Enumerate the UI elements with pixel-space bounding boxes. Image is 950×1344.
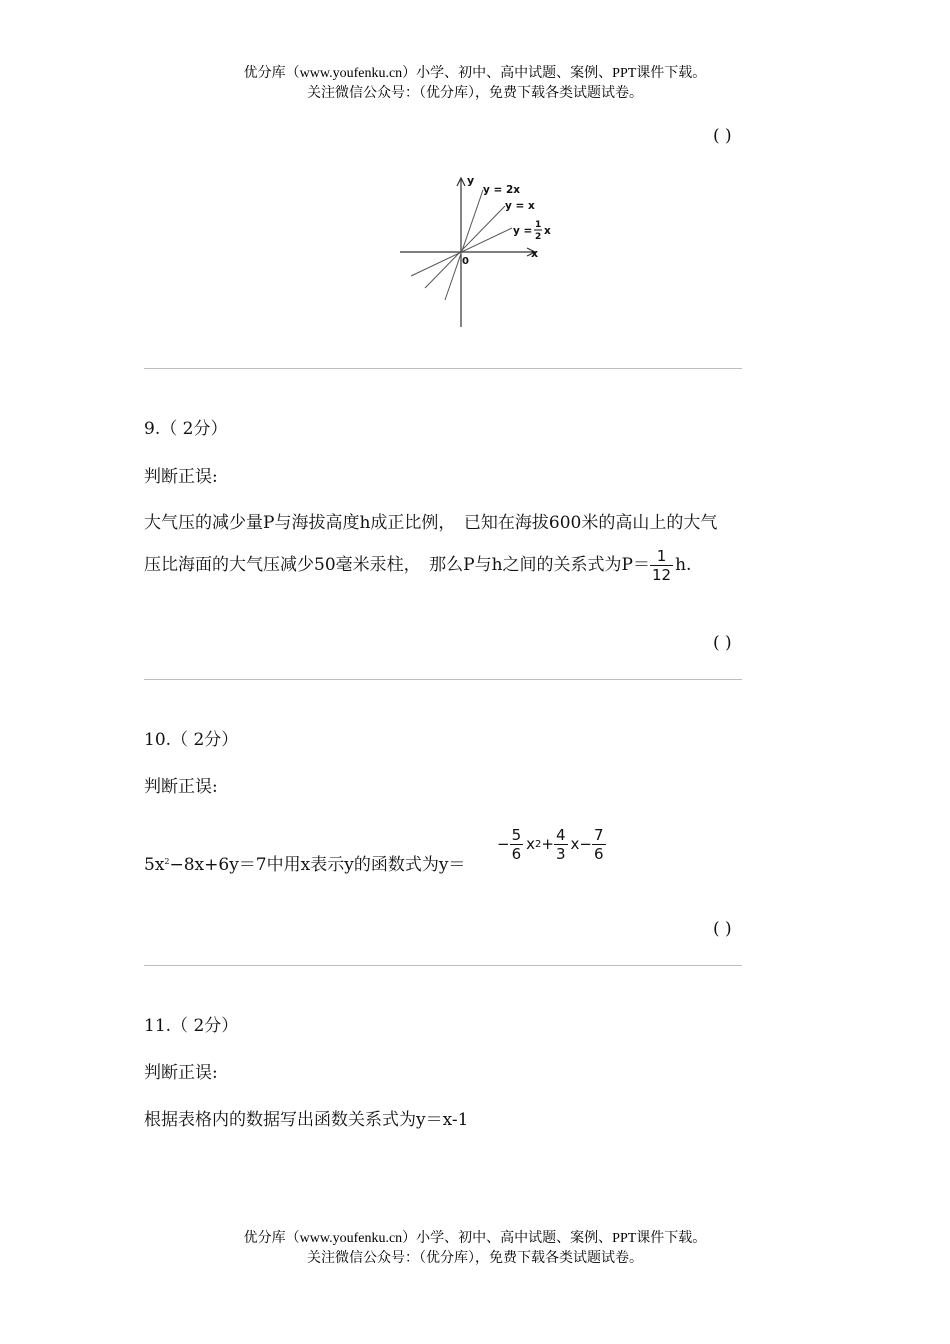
fraction-numerator: 7 <box>593 825 604 844</box>
question-9-prompt: 判断正误: <box>144 467 218 487</box>
footer-line-2: 关注微信公众号：（优分库），免费下载各类试题试卷。 <box>307 1251 643 1266</box>
label-y-half-x-prefix: y = <box>513 225 533 237</box>
expr-sign-3: − <box>579 835 592 853</box>
label-y-half-x-num: 1 <box>535 220 542 230</box>
header-line-2: 关注微信公众号：（优分库），免费下载各类试题试卷。 <box>307 86 643 101</box>
line-y-x <box>425 206 505 288</box>
footer-line-1: 优分库（www.youfenku.cn）小学、初中、高中试题、案例、PPT课件下载。 <box>243 1231 707 1246</box>
label-y-half-x-den: 2 <box>535 232 542 242</box>
label-y-half-x-suffix: x <box>544 225 551 237</box>
question-10-text-a: 5x <box>144 855 165 875</box>
question-9-heading <box>144 417 227 441</box>
origin-label: 0 <box>462 256 469 267</box>
fraction-numerator: 1 <box>650 547 673 566</box>
divider <box>144 965 742 966</box>
divider <box>144 368 742 369</box>
question-9-text-line-1: 大气压的减少量P与海拔高度h成正比例， 已知在海拔600米的高山上的大气 <box>144 513 718 533</box>
exponent: 2 <box>164 857 170 866</box>
fraction-5-6 <box>510 826 524 863</box>
expr-sign-2: + <box>541 835 554 853</box>
fraction-denominator: 6 <box>511 844 522 863</box>
answer-blank-q10[interactable]: ( ) <box>713 919 732 939</box>
expr-var-1: x <box>526 835 536 853</box>
question-number: 11. <box>144 1016 172 1036</box>
question-11-prompt: 判断正误: <box>144 1063 218 1083</box>
label-y-2x: y = 2x <box>483 184 521 196</box>
fraction-denominator: 12 <box>651 565 672 584</box>
fraction-denominator: 3 <box>555 844 566 863</box>
label-y-x: y = x <box>505 200 535 212</box>
expr-var-2: x <box>570 835 580 853</box>
linear-functions-graph <box>395 170 565 330</box>
expr-sign-1: − <box>497 835 510 853</box>
question-11-text: 根据表格内的数据写出函数关系式为y＝x-1 <box>144 1110 469 1130</box>
question-10-heading <box>144 728 238 752</box>
question-9-tail: h. <box>675 555 692 575</box>
y-axis-label: y <box>467 174 475 187</box>
fraction-7-6 <box>592 826 606 863</box>
question-score: （ 2分） <box>160 419 228 439</box>
expr-var-1-power: 2 <box>535 838 542 850</box>
question-10-prompt: 判断正误: <box>144 777 218 797</box>
question-10-expression <box>497 818 606 870</box>
question-10-text-b: −8x+6y＝7中用x表示y的函数式为y＝ <box>169 855 466 875</box>
answer-blank-q8[interactable]: ( ) <box>713 126 732 146</box>
divider <box>144 679 742 680</box>
question-score: （ 2分） <box>171 1016 239 1036</box>
question-score: （ 2分） <box>171 730 239 750</box>
fraction-numerator: 5 <box>511 825 522 844</box>
x-axis-label: x <box>531 247 539 260</box>
question-number: 9. <box>144 419 161 439</box>
question-10-text <box>144 850 465 877</box>
fraction-1-12 <box>650 547 673 584</box>
question-number: 10. <box>144 730 172 750</box>
fraction-denominator: 6 <box>593 844 604 863</box>
fraction-4-3 <box>554 826 568 863</box>
question-9-text-line-2 <box>144 541 691 589</box>
question-9-text: 压比海面的大气压减少50毫米汞柱， 那么P与h之间的关系式为P＝ <box>144 555 650 575</box>
header-line-1: 优分库（www.youfenku.cn）小学、初中、高中试题、案例、PPT课件下载。 <box>243 66 707 81</box>
answer-blank-q9[interactable]: ( ) <box>713 633 732 653</box>
fraction-numerator: 4 <box>555 825 566 844</box>
question-11-heading <box>144 1014 238 1038</box>
